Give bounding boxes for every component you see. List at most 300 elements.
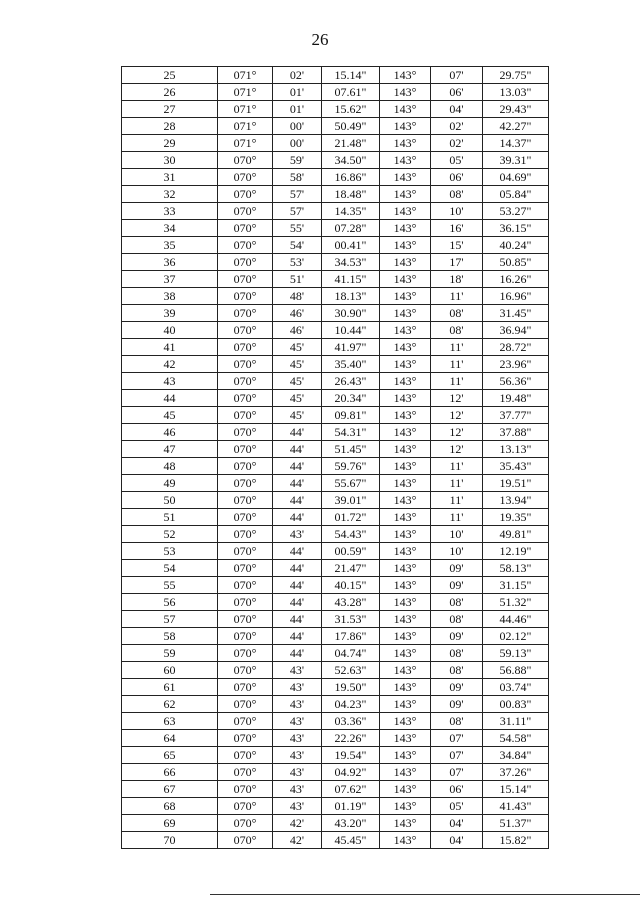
cell-lon-degrees: 143° xyxy=(380,305,431,322)
cell-lat-minutes: 43' xyxy=(273,730,322,747)
cell-lon-degrees: 143° xyxy=(380,356,431,373)
cell-lon-seconds: 37.88" xyxy=(483,424,549,441)
cell-lon-minutes: 18' xyxy=(431,271,483,288)
cell-point-number: 32 xyxy=(122,186,218,203)
cell-lat-seconds: 21.48" xyxy=(322,135,380,152)
cell-lat-degrees: 070° xyxy=(218,781,273,798)
cell-lat-degrees: 070° xyxy=(218,186,273,203)
cell-point-number: 43 xyxy=(122,373,218,390)
cell-lat-minutes: 44' xyxy=(273,424,322,441)
table-row xyxy=(122,390,549,407)
cell-lat-minutes: 02' xyxy=(273,67,322,84)
cell-lat-seconds: 31.53" xyxy=(322,611,380,628)
cell-lat-seconds: 51.45" xyxy=(322,441,380,458)
cell-lon-seconds: 28.72" xyxy=(483,339,549,356)
table-row xyxy=(122,730,549,747)
table-row xyxy=(122,254,549,271)
cell-lon-minutes: 15' xyxy=(431,237,483,254)
cell-lon-minutes: 10' xyxy=(431,543,483,560)
cell-point-number: 48 xyxy=(122,458,218,475)
cell-lon-seconds: 54.58" xyxy=(483,730,549,747)
cell-lon-degrees: 143° xyxy=(380,322,431,339)
cell-lon-seconds: 50.85" xyxy=(483,254,549,271)
cell-lat-degrees: 070° xyxy=(218,203,273,220)
table-row xyxy=(122,628,549,645)
cell-lat-seconds: 15.14" xyxy=(322,67,380,84)
cell-lon-degrees: 143° xyxy=(380,220,431,237)
cell-lat-degrees: 070° xyxy=(218,662,273,679)
cell-lon-minutes: 05' xyxy=(431,798,483,815)
table-row xyxy=(122,101,549,118)
cell-lon-minutes: 08' xyxy=(431,662,483,679)
table-row xyxy=(122,832,549,849)
table-row xyxy=(122,169,549,186)
table-row xyxy=(122,645,549,662)
cell-lon-seconds: 37.77" xyxy=(483,407,549,424)
cell-lon-degrees: 143° xyxy=(380,203,431,220)
cell-point-number: 59 xyxy=(122,645,218,662)
cell-lat-minutes: 48' xyxy=(273,288,322,305)
cell-point-number: 65 xyxy=(122,747,218,764)
cell-lon-degrees: 143° xyxy=(380,815,431,832)
cell-lon-degrees: 143° xyxy=(380,798,431,815)
cell-lat-minutes: 43' xyxy=(273,798,322,815)
cell-lat-seconds: 17.86" xyxy=(322,628,380,645)
cell-lat-seconds: 30.90" xyxy=(322,305,380,322)
cell-lon-seconds: 40.24" xyxy=(483,237,549,254)
table-row xyxy=(122,594,549,611)
cell-lon-degrees: 143° xyxy=(380,492,431,509)
cell-lon-minutes: 08' xyxy=(431,645,483,662)
cell-lat-degrees: 071° xyxy=(218,67,273,84)
cell-lat-minutes: 46' xyxy=(273,322,322,339)
table-row xyxy=(122,475,549,492)
cell-lon-minutes: 04' xyxy=(431,832,483,849)
cell-lat-minutes: 44' xyxy=(273,560,322,577)
cell-lon-seconds: 49.81" xyxy=(483,526,549,543)
cell-point-number: 30 xyxy=(122,152,218,169)
table-row xyxy=(122,662,549,679)
cell-point-number: 38 xyxy=(122,288,218,305)
cell-lat-seconds: 39.01" xyxy=(322,492,380,509)
cell-lat-seconds: 41.97" xyxy=(322,339,380,356)
cell-lat-minutes: 45' xyxy=(273,390,322,407)
cell-lon-minutes: 08' xyxy=(431,186,483,203)
table-row xyxy=(122,798,549,815)
cell-lon-seconds: 37.26" xyxy=(483,764,549,781)
cell-lat-minutes: 43' xyxy=(273,526,322,543)
cell-lat-minutes: 45' xyxy=(273,407,322,424)
cell-lon-minutes: 12' xyxy=(431,424,483,441)
cell-lat-minutes: 44' xyxy=(273,628,322,645)
cell-lat-degrees: 070° xyxy=(218,441,273,458)
table-row xyxy=(122,135,549,152)
cell-lon-degrees: 143° xyxy=(380,118,431,135)
cell-point-number: 58 xyxy=(122,628,218,645)
cell-point-number: 47 xyxy=(122,441,218,458)
cell-lon-degrees: 143° xyxy=(380,764,431,781)
cell-lon-seconds: 19.35" xyxy=(483,509,549,526)
table-row xyxy=(122,781,549,798)
cell-lon-degrees: 143° xyxy=(380,84,431,101)
cell-lat-seconds: 34.53" xyxy=(322,254,380,271)
cell-lat-degrees: 071° xyxy=(218,84,273,101)
cell-lat-minutes: 45' xyxy=(273,339,322,356)
table-row xyxy=(122,577,549,594)
cell-lat-degrees: 070° xyxy=(218,373,273,390)
cell-lon-seconds: 29.43" xyxy=(483,101,549,118)
cell-point-number: 70 xyxy=(122,832,218,849)
cell-lat-degrees: 070° xyxy=(218,492,273,509)
cell-lon-degrees: 143° xyxy=(380,645,431,662)
cell-lon-minutes: 11' xyxy=(431,509,483,526)
cell-lat-minutes: 54' xyxy=(273,237,322,254)
table-row xyxy=(122,611,549,628)
cell-lon-degrees: 143° xyxy=(380,696,431,713)
table-row xyxy=(122,237,549,254)
cell-lon-seconds: 31.11" xyxy=(483,713,549,730)
cell-point-number: 51 xyxy=(122,509,218,526)
cell-lon-degrees: 143° xyxy=(380,135,431,152)
cell-lon-seconds: 51.32" xyxy=(483,594,549,611)
cell-lat-seconds: 22.26" xyxy=(322,730,380,747)
cell-lat-seconds: 52.63" xyxy=(322,662,380,679)
cell-lat-degrees: 070° xyxy=(218,407,273,424)
cell-lon-seconds: 03.74" xyxy=(483,679,549,696)
cell-lat-minutes: 42' xyxy=(273,832,322,849)
cell-lon-degrees: 143° xyxy=(380,254,431,271)
table-row xyxy=(122,305,549,322)
cell-lat-seconds: 16.86" xyxy=(322,169,380,186)
cell-lon-seconds: 31.45" xyxy=(483,305,549,322)
cell-lat-seconds: 45.45" xyxy=(322,832,380,849)
cell-lon-degrees: 143° xyxy=(380,747,431,764)
cell-lon-minutes: 11' xyxy=(431,475,483,492)
cell-lat-degrees: 070° xyxy=(218,526,273,543)
cell-point-number: 42 xyxy=(122,356,218,373)
cell-lon-degrees: 143° xyxy=(380,288,431,305)
cell-lon-minutes: 06' xyxy=(431,84,483,101)
cell-lat-seconds: 50.49" xyxy=(322,118,380,135)
table-row xyxy=(122,679,549,696)
coordinates-table-body xyxy=(122,67,549,849)
cell-lon-degrees: 143° xyxy=(380,441,431,458)
cell-lon-seconds: 58.13" xyxy=(483,560,549,577)
cell-point-number: 68 xyxy=(122,798,218,815)
cell-lat-seconds: 14.35" xyxy=(322,203,380,220)
coordinates-table xyxy=(121,66,549,849)
table-row xyxy=(122,543,549,560)
cell-lat-minutes: 44' xyxy=(273,594,322,611)
cell-lon-minutes: 07' xyxy=(431,67,483,84)
cell-lon-degrees: 143° xyxy=(380,560,431,577)
cell-lat-seconds: 03.36" xyxy=(322,713,380,730)
cell-point-number: 69 xyxy=(122,815,218,832)
cell-lon-degrees: 143° xyxy=(380,475,431,492)
cell-lat-minutes: 44' xyxy=(273,441,322,458)
table-row xyxy=(122,696,549,713)
cell-lon-degrees: 143° xyxy=(380,186,431,203)
cell-lon-degrees: 143° xyxy=(380,662,431,679)
cell-lat-minutes: 58' xyxy=(273,169,322,186)
cell-lat-seconds: 20.34" xyxy=(322,390,380,407)
cell-lat-minutes: 57' xyxy=(273,203,322,220)
cell-lat-degrees: 070° xyxy=(218,509,273,526)
cell-lat-degrees: 070° xyxy=(218,458,273,475)
cell-point-number: 39 xyxy=(122,305,218,322)
cell-lon-degrees: 143° xyxy=(380,169,431,186)
cell-lat-seconds: 18.48" xyxy=(322,186,380,203)
cell-lat-degrees: 070° xyxy=(218,424,273,441)
cell-lon-minutes: 16' xyxy=(431,220,483,237)
cell-lat-degrees: 070° xyxy=(218,594,273,611)
table-row xyxy=(122,67,549,84)
cell-lat-degrees: 071° xyxy=(218,118,273,135)
cell-lon-degrees: 143° xyxy=(380,101,431,118)
cell-lat-seconds: 59.76" xyxy=(322,458,380,475)
cell-lat-minutes: 55' xyxy=(273,220,322,237)
cell-lat-minutes: 44' xyxy=(273,543,322,560)
cell-lon-minutes: 12' xyxy=(431,390,483,407)
cell-lon-seconds: 13.13" xyxy=(483,441,549,458)
cell-lon-seconds: 42.27" xyxy=(483,118,549,135)
cell-lat-degrees: 070° xyxy=(218,577,273,594)
cell-point-number: 26 xyxy=(122,84,218,101)
page-number: 26 xyxy=(311,30,329,49)
cell-lat-minutes: 57' xyxy=(273,186,322,203)
cell-point-number: 63 xyxy=(122,713,218,730)
cell-lat-minutes: 46' xyxy=(273,305,322,322)
cell-lon-seconds: 13.03" xyxy=(483,84,549,101)
table-row xyxy=(122,203,549,220)
table-row xyxy=(122,764,549,781)
cell-lat-degrees: 070° xyxy=(218,475,273,492)
cell-lat-minutes: 59' xyxy=(273,152,322,169)
bottom-rule xyxy=(210,894,640,895)
cell-lat-minutes: 44' xyxy=(273,509,322,526)
cell-lat-degrees: 070° xyxy=(218,322,273,339)
cell-point-number: 62 xyxy=(122,696,218,713)
cell-lat-minutes: 01' xyxy=(273,101,322,118)
cell-lon-degrees: 143° xyxy=(380,458,431,475)
table-row xyxy=(122,373,549,390)
cell-point-number: 66 xyxy=(122,764,218,781)
cell-point-number: 45 xyxy=(122,407,218,424)
cell-lon-degrees: 143° xyxy=(380,407,431,424)
cell-lat-minutes: 44' xyxy=(273,492,322,509)
cell-lat-degrees: 070° xyxy=(218,730,273,747)
cell-lat-degrees: 070° xyxy=(218,305,273,322)
cell-point-number: 67 xyxy=(122,781,218,798)
cell-lon-minutes: 08' xyxy=(431,713,483,730)
cell-lat-degrees: 071° xyxy=(218,101,273,118)
cell-point-number: 28 xyxy=(122,118,218,135)
table-row xyxy=(122,356,549,373)
cell-lon-minutes: 07' xyxy=(431,764,483,781)
cell-point-number: 50 xyxy=(122,492,218,509)
cell-lat-minutes: 45' xyxy=(273,373,322,390)
cell-lon-seconds: 34.84" xyxy=(483,747,549,764)
cell-lon-minutes: 09' xyxy=(431,628,483,645)
cell-lon-minutes: 11' xyxy=(431,492,483,509)
cell-lat-seconds: 04.23" xyxy=(322,696,380,713)
cell-lon-degrees: 143° xyxy=(380,373,431,390)
cell-lon-minutes: 11' xyxy=(431,288,483,305)
table-row xyxy=(122,118,549,135)
cell-lon-minutes: 09' xyxy=(431,696,483,713)
cell-lon-seconds: 15.82" xyxy=(483,832,549,849)
cell-lat-degrees: 070° xyxy=(218,764,273,781)
cell-lon-minutes: 04' xyxy=(431,101,483,118)
cell-lat-minutes: 53' xyxy=(273,254,322,271)
cell-lon-seconds: 56.88" xyxy=(483,662,549,679)
cell-lon-degrees: 143° xyxy=(380,611,431,628)
cell-point-number: 60 xyxy=(122,662,218,679)
table-row xyxy=(122,526,549,543)
cell-lon-minutes: 09' xyxy=(431,577,483,594)
cell-lon-degrees: 143° xyxy=(380,390,431,407)
cell-lon-degrees: 143° xyxy=(380,339,431,356)
cell-lon-minutes: 10' xyxy=(431,526,483,543)
cell-point-number: 46 xyxy=(122,424,218,441)
table-row xyxy=(122,220,549,237)
cell-lat-degrees: 070° xyxy=(218,356,273,373)
cell-lat-minutes: 44' xyxy=(273,475,322,492)
cell-lon-minutes: 09' xyxy=(431,560,483,577)
cell-lon-minutes: 11' xyxy=(431,373,483,390)
cell-lat-minutes: 44' xyxy=(273,577,322,594)
cell-point-number: 29 xyxy=(122,135,218,152)
cell-lon-degrees: 143° xyxy=(380,509,431,526)
cell-lat-seconds: 43.28" xyxy=(322,594,380,611)
cell-lon-minutes: 04' xyxy=(431,815,483,832)
cell-lat-seconds: 41.15" xyxy=(322,271,380,288)
cell-lon-degrees: 143° xyxy=(380,543,431,560)
cell-lat-degrees: 070° xyxy=(218,645,273,662)
cell-lon-seconds: 05.84" xyxy=(483,186,549,203)
cell-lon-minutes: 09' xyxy=(431,679,483,696)
cell-lon-seconds: 04.69" xyxy=(483,169,549,186)
table-row xyxy=(122,288,549,305)
cell-point-number: 36 xyxy=(122,254,218,271)
cell-lon-degrees: 143° xyxy=(380,424,431,441)
cell-lat-seconds: 34.50" xyxy=(322,152,380,169)
cell-lon-seconds: 02.12" xyxy=(483,628,549,645)
cell-lon-seconds: 59.13" xyxy=(483,645,549,662)
cell-lat-seconds: 10.44" xyxy=(322,322,380,339)
cell-point-number: 44 xyxy=(122,390,218,407)
cell-point-number: 33 xyxy=(122,203,218,220)
cell-lat-minutes: 43' xyxy=(273,679,322,696)
cell-lon-seconds: 00.83" xyxy=(483,696,549,713)
cell-lon-degrees: 143° xyxy=(380,577,431,594)
cell-lat-seconds: 09.81" xyxy=(322,407,380,424)
table-row xyxy=(122,339,549,356)
cell-lat-degrees: 070° xyxy=(218,169,273,186)
table-row xyxy=(122,441,549,458)
cell-lat-degrees: 070° xyxy=(218,815,273,832)
table-row xyxy=(122,322,549,339)
cell-lat-seconds: 07.61" xyxy=(322,84,380,101)
cell-point-number: 54 xyxy=(122,560,218,577)
cell-lon-degrees: 143° xyxy=(380,152,431,169)
cell-lat-minutes: 44' xyxy=(273,611,322,628)
cell-lon-seconds: 36.94" xyxy=(483,322,549,339)
cell-lat-seconds: 00.41" xyxy=(322,237,380,254)
cell-lon-degrees: 143° xyxy=(380,730,431,747)
cell-lon-degrees: 143° xyxy=(380,628,431,645)
cell-lat-seconds: 43.20" xyxy=(322,815,380,832)
cell-lon-seconds: 12.19" xyxy=(483,543,549,560)
cell-lat-seconds: 35.40" xyxy=(322,356,380,373)
cell-lon-seconds: 13.94" xyxy=(483,492,549,509)
cell-lon-minutes: 05' xyxy=(431,152,483,169)
cell-lat-degrees: 070° xyxy=(218,696,273,713)
cell-lon-minutes: 08' xyxy=(431,594,483,611)
cell-lon-minutes: 07' xyxy=(431,747,483,764)
cell-lon-minutes: 17' xyxy=(431,254,483,271)
table-row xyxy=(122,152,549,169)
cell-lat-minutes: 43' xyxy=(273,696,322,713)
cell-lat-minutes: 00' xyxy=(273,118,322,135)
table-row xyxy=(122,424,549,441)
cell-lon-seconds: 36.15" xyxy=(483,220,549,237)
table-row xyxy=(122,492,549,509)
cell-point-number: 35 xyxy=(122,237,218,254)
cell-lon-minutes: 12' xyxy=(431,407,483,424)
cell-lon-degrees: 143° xyxy=(380,781,431,798)
cell-point-number: 55 xyxy=(122,577,218,594)
cell-lon-minutes: 11' xyxy=(431,339,483,356)
cell-point-number: 41 xyxy=(122,339,218,356)
cell-lon-seconds: 51.37" xyxy=(483,815,549,832)
cell-lat-seconds: 55.67" xyxy=(322,475,380,492)
cell-lon-degrees: 143° xyxy=(380,713,431,730)
cell-lat-degrees: 070° xyxy=(218,560,273,577)
cell-point-number: 53 xyxy=(122,543,218,560)
cell-point-number: 56 xyxy=(122,594,218,611)
cell-lon-minutes: 06' xyxy=(431,781,483,798)
cell-lon-seconds: 19.48" xyxy=(483,390,549,407)
cell-point-number: 37 xyxy=(122,271,218,288)
cell-lon-minutes: 02' xyxy=(431,118,483,135)
cell-lat-degrees: 070° xyxy=(218,152,273,169)
cell-lat-degrees: 070° xyxy=(218,713,273,730)
cell-lon-seconds: 39.31" xyxy=(483,152,549,169)
cell-lon-seconds: 23.96" xyxy=(483,356,549,373)
cell-lon-minutes: 08' xyxy=(431,611,483,628)
cell-lat-degrees: 070° xyxy=(218,798,273,815)
cell-lat-degrees: 070° xyxy=(218,832,273,849)
table-row xyxy=(122,560,549,577)
cell-lon-minutes: 06' xyxy=(431,169,483,186)
cell-point-number: 31 xyxy=(122,169,218,186)
cell-lat-minutes: 43' xyxy=(273,713,322,730)
cell-point-number: 52 xyxy=(122,526,218,543)
table-row xyxy=(122,509,549,526)
cell-lon-seconds: 44.46" xyxy=(483,611,549,628)
cell-lat-degrees: 070° xyxy=(218,390,273,407)
cell-lat-seconds: 21.47" xyxy=(322,560,380,577)
cell-lat-degrees: 070° xyxy=(218,271,273,288)
cell-lat-seconds: 07.62" xyxy=(322,781,380,798)
cell-lat-seconds: 40.15" xyxy=(322,577,380,594)
cell-lat-seconds: 54.43" xyxy=(322,526,380,543)
cell-lat-degrees: 070° xyxy=(218,628,273,645)
cell-lon-minutes: 11' xyxy=(431,458,483,475)
cell-lon-minutes: 10' xyxy=(431,203,483,220)
cell-point-number: 27 xyxy=(122,101,218,118)
